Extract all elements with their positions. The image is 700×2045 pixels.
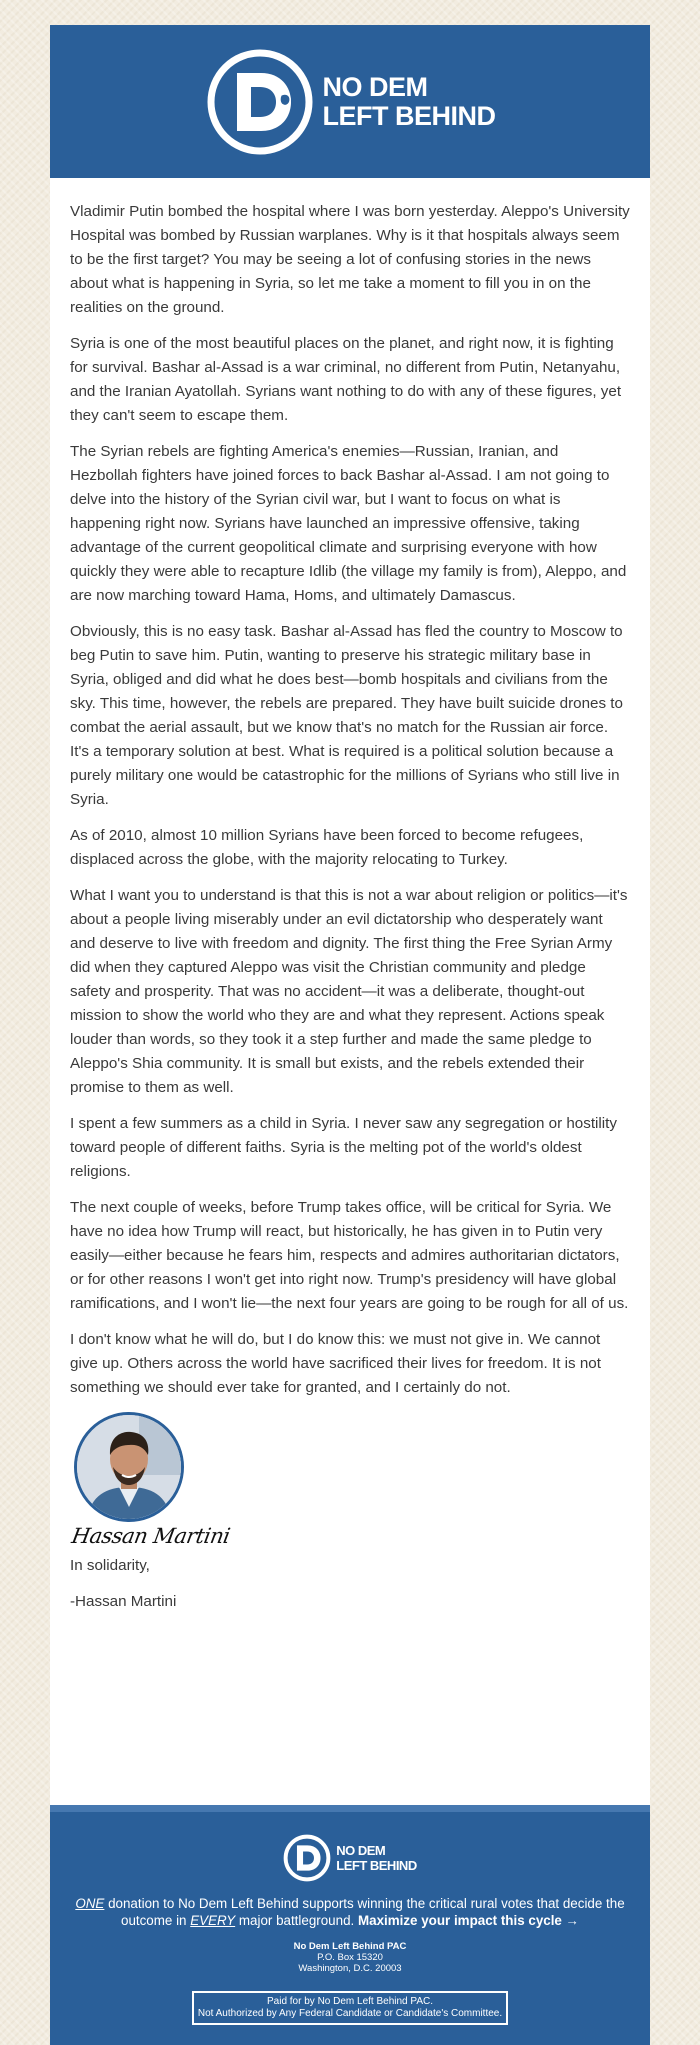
disclaimer-line-1: Paid for by No Dem Left Behind PAC.: [266, 1996, 433, 2007]
donation-text-1: donation to No Dem Left Behind supports winning the critical rural votes that decide the outcome in: [104, 1896, 625, 1928]
logo-line-2: LEFT BEHIND: [322, 100, 496, 131]
donation-message: [68, 1895, 632, 1929]
paid-for-disclaimer: [192, 1991, 508, 2025]
disclaimer-line-2: Not Authorized by Any Federal Candidate or Candidate's Committee.: [197, 2008, 503, 2019]
header-banner: [50, 25, 650, 178]
paragraph-5: As of 2010, almost 10 million Syrians have been forced to become refugees, displaced across the globe, with the majority relocating to Turkey.: [70, 827, 584, 868]
footer-logo-line-2: LEFT BEHIND: [336, 1858, 417, 1873]
author-avatar: [74, 1412, 184, 1522]
donate-cta-link[interactable]: Maximize your impact this cycle →: [357, 1913, 579, 1928]
paragraph-6: What I want you to understand is that this is not a war about religion or politics—it's about a people living miserably under an evil dictatorship who desperately want and deserve to live with freedom and dignity. The first thing the Free Syrian Army did when they captured Aleppo was visit the Christian community and pledge safety and prosperity. That was no accident—it was a deliberate, thought-out mission to show the world who they are and what they represent. Actions speak louder than words, so they took it a step further and made the same pledge to Aleppo's Shia community. It is small but exists, and the rebels extended their promise to them as well.: [70, 887, 628, 1096]
closing-line: In solidarity,: [70, 1557, 150, 1574]
emphasis-one: ONE: [75, 1896, 105, 1911]
pac-name: No Dem Left Behind PAC: [293, 1941, 407, 1952]
footer-d-logo-icon: [283, 1834, 331, 1882]
footer: [50, 1812, 650, 2045]
paragraph-1: Vladimir Putin bombed the hospital where I was born yesterday. Aleppo's University Hospital was bombed by Russian warplanes. Why is it that hospitals always seem to be the first target? You may be seeing a lot of confusing stories in the news about what is happening in Syria, so let me take a moment to fill you in on the realities on the ground.: [70, 203, 630, 316]
signature-block: [70, 1412, 630, 1614]
donation-text-2: major battleground.: [235, 1913, 358, 1928]
author-signature: Hassan Martini: [69, 1524, 232, 1548]
paragraph-7: I spent a few summers as a child in Syria. I never saw any segregation or hostility toward people of different faiths. Syria is the melting pot of the world's oldest religions.: [70, 1115, 617, 1180]
pac-address: [50, 1941, 650, 1974]
paragraph-3: The Syrian rebels are fighting America's enemies—Russian, Iranian, and Hezbollah fighters have joined forces to back Bashar al-Assad. I am not going to delve into the history of the Syrian civil war, but I want to focus on what is happening right now. Syrians have launched an impressive offensive, taking advantage of the current geopolitical climate and surprising everyone with how quickly they were able to recapture Idlib (the village my family is from), Aleppo, and are now marching toward Hama, Homs, and ultimately Damascus.: [70, 443, 627, 604]
footer-logo-line-1: NO DEM: [336, 1843, 386, 1858]
letter-body: [50, 178, 650, 1812]
sign-off: -Hassan Martini: [70, 1593, 177, 1610]
email-container: [50, 25, 650, 2045]
paragraph-9: I don't know what he will do, but I do know this: we must not give in. We cannot give up. Others across the world have sacrificed their lives for freedom. It is not something we should ever take for granted, and I certainly do not.: [70, 1331, 601, 1396]
paragraph-8: The next couple of weeks, before Trump takes office, will be critical for Syria. We have no idea how Trump will react, but historically, he has given in to Putin very easily—either because he fears him, respects and admires authoritarian dictators, or for other reasons I won't get into right now. Trump's presidency will have global ramifications, and I won't lie—the next four years are going to be rough for all of us.: [70, 1199, 629, 1312]
footer-logo[interactable]: [50, 1834, 650, 1882]
d-logo-icon: [205, 47, 315, 157]
pac-city: Washington, D.C. 20003: [298, 1963, 402, 1974]
pac-po-box: P.O. Box 15320: [317, 1952, 383, 1963]
emphasis-every: EVERY: [190, 1913, 236, 1928]
paragraph-2: Syria is one of the most beautiful places on the planet, and right now, it is fighting for survival. Bashar al-Assad is a war criminal, no different from Putin, Netanyahu, and the Iranian Ayatollah. Syrians want nothing to do with any of these figures, yet they can't seem to escape them.: [70, 335, 622, 424]
brand-logo[interactable]: [205, 47, 496, 157]
logo-wordmark: [323, 73, 496, 131]
paragraph-4: Obviously, this is no easy task. Bashar al-Assad has fled the country to Moscow to beg Putin to save him. Putin, wanting to preserve his strategic military base in Syria, obliged and did what he does best—bomb hospitals and civilians from the sky. This time, however, the rebels are prepared. They have built suicide drones to combat the aerial assault, but we know that's no match for the Russian air force. It's a temporary solution at best. What is required is a political solution because a purely military one would be catastrophic for the millions of Syrians who still live in Syria.: [70, 623, 623, 808]
footer-logo-wordmark: [336, 1843, 416, 1873]
avatar-portrait-icon: [77, 1415, 181, 1519]
logo-line-1: NO DEM: [322, 71, 428, 102]
